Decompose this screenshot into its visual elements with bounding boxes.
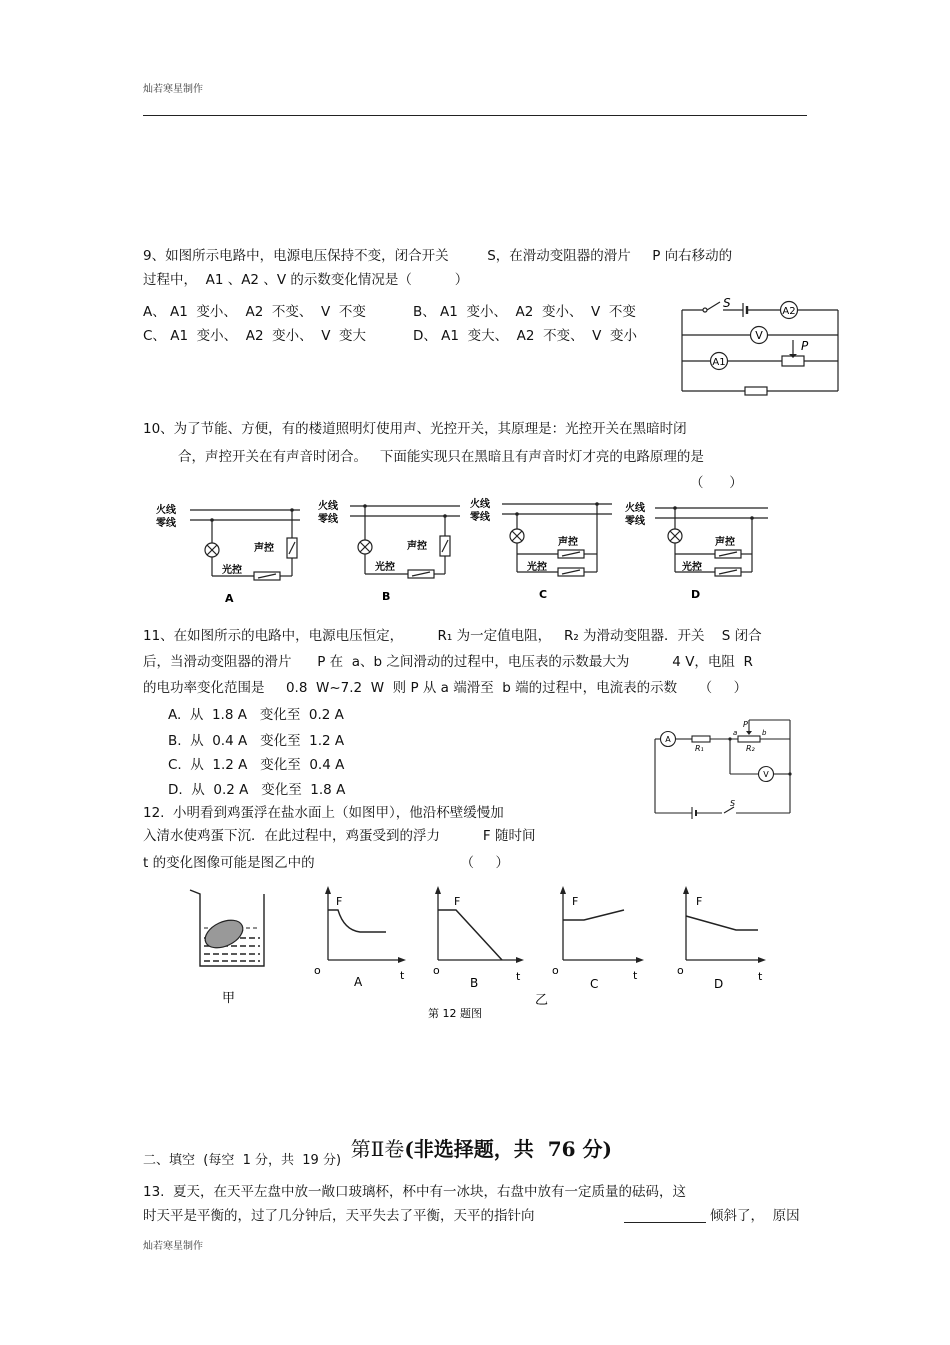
q12-line2: 入清水使鸡蛋下沉．在此过程中，鸡蛋受到的浮力 F 随时间 [143,828,536,844]
svg-text:声控: 声控 [558,537,578,548]
q10-circuit-d [625,501,768,601]
svg-text:零线: 零线 [470,512,490,523]
svg-text:零线: 零线 [318,514,338,525]
q11-option-c: C. 从 1.2 A 变化至 0.4 A [168,757,345,773]
q11-option-d: D. 从 0.2 A 变化至 1.8 A [168,782,346,798]
q12-figure [180,880,780,1030]
svg-text:火线: 火线 [318,501,338,512]
q13-blank[interactable] [624,1222,706,1223]
q9-line2: 过程中， A1 、A2 、V 的示数变化情况是（ ） [143,272,469,288]
svg-text:零线: 零线 [156,518,176,529]
q10-line1: 10、为了节能、方便，有的楼道照明灯使用声、光控开关，其原理是：光控开关在黑暗时闭 [143,421,687,437]
svg-text:F: F [696,895,703,908]
q12-beaker-figure [190,890,264,1006]
q11-fig-label-p: P [743,720,748,729]
svg-text:火线: 火线 [625,503,645,514]
q11-circuit-figure [650,717,798,819]
q11-option-a: A. 从 1.8 A 变化至 0.2 A [168,707,344,723]
svg-text:o: o [314,964,321,977]
q12-graph-label-c: C [590,977,599,991]
header-rule [143,115,807,116]
svg-text:o: o [677,964,684,977]
q11-line3: 的电功率变化范围是 0.8 W~7.2 W 则 P 从 a 端滑至 b 端的过程中，电流表的示数 （ ） [143,680,748,696]
q10-circuit-b [318,499,460,603]
page-header: 灿若寒星制作 [143,84,203,95]
q12-graph-b [433,886,524,990]
q13-line2a: 时天平是平衡的，过了几分钟后，天平失去了平衡，天平的指针向 [143,1208,535,1224]
svg-text:声控: 声控 [254,543,274,554]
svg-text:t: t [516,970,521,983]
q9-fig-label-v: V [755,329,763,342]
q9-fig-label-p: P [801,339,809,353]
q10-line2: 合，声控开关在有声音时闭合。 下面能实现只在黑暗且有声音时灯才亮的电路原理的是 [178,449,704,465]
q9-option-b: B、 A1 变小、 A2 变小、 V 不变 [413,304,636,320]
svg-text:光控: 光控 [222,565,242,576]
svg-text:光控: 光控 [527,562,547,573]
svg-text:声控: 声控 [715,537,735,548]
svg-text:光控: 光控 [375,562,395,573]
svg-text:零线: 零线 [625,516,645,527]
q11-line2: 后，当滑动变阻器的滑片 P 在 a、b 之间滑动的过程中，电压表的示数最大为 4 V，电阻 R [143,654,753,670]
q11-line1: 11、在如图所示的电路中，电源电压恒定， R₁ 为一定值电阻， R₂ 为滑动变阻器．开关 S 闭合 [143,628,762,644]
svg-text:F: F [572,895,579,908]
svg-text:声控: 声控 [407,541,427,552]
svg-text:t: t [400,969,405,982]
svg-text:o: o [552,964,559,977]
q13-line1: 13. 夏天，在天平左盘中放一敞口玻璃杯，杯中有一冰块，右盘中放有一定质量的砝码，这 [143,1184,687,1200]
q11-fig-label-r2: R₂ [746,744,755,753]
q9-line1: 9、如图所示电路中，电源电压保持不变，闭合开关 S，在滑动变阻器的滑片 P 向右移动的 [143,248,733,264]
q10-circuit-a [156,503,300,605]
part2-title [338,1109,612,1162]
svg-text:t: t [758,970,763,983]
q9-option-c: C、 A1 变小、 A2 变小、 V 变大 [143,328,367,344]
svg-text:t: t [633,969,638,982]
q9-option-d: D、 A1 变大、 A2 不变、 V 变小 [413,328,637,344]
q10-label-b: B [382,590,391,603]
q10-label-d: D [691,588,701,601]
section-heading: 二、填空 (每空 1 分，共 19 分) [143,1153,342,1168]
q12-label-jia: 甲 [222,991,236,1006]
q11-fig-label-a-end: a [733,729,738,737]
q12-graph-label-b: B [470,976,479,990]
q12-graph-c [552,886,644,991]
svg-text:F: F [454,895,461,908]
q11-fig-label-s: S [730,799,736,808]
q12-graph-d [677,886,766,991]
q12-line3: t 的变化图像可能是图乙中的 （ ） [143,855,509,871]
q10-circuit-c [470,497,612,601]
q12-caption: 第 12 题图 [428,1007,482,1020]
q13-line2b: 倾斜了， 原因 [710,1208,800,1224]
q10-label-a: A [225,592,234,605]
svg-text:火线: 火线 [470,499,490,510]
svg-text:F: F [336,895,343,908]
part2-title-pre: 第Ⅱ卷 [350,1137,405,1161]
q10-paren: （ ） [690,475,743,491]
q12-label-yi: 乙 [535,993,549,1008]
q12-graph-label-d: D [714,977,724,991]
part2-title-main: (非选择题，共 76 分) [404,1137,612,1161]
q10-label-c: C [539,588,548,601]
q9-option-a: A、 A1 变小、 A2 不变、 V 不变 [143,304,366,320]
q9-fig-label-a2: A2 [782,306,796,317]
q11-fig-label-r1: R₁ [695,744,704,753]
q11-fig-label-b-end: b [762,729,767,737]
q11-fig-label-v: V [763,770,769,779]
svg-text:o: o [433,964,440,977]
q9-circuit-figure [675,290,845,402]
q9-fig-label-a1: A1 [712,357,726,368]
q9-fig-label-s: S [723,296,731,310]
svg-text:光控: 光控 [682,562,702,573]
q11-fig-label-a: A [665,735,671,744]
q10-circuits-figure [150,496,775,608]
q12-graph-a [314,886,406,989]
q12-graph-label-a: A [354,975,363,989]
page-footer: 灿若寒星制作 [143,1241,203,1252]
svg-text:火线: 火线 [156,505,176,516]
q11-option-b: B. 从 0.4 A 变化至 1.2 A [168,733,345,749]
q12-line1: 12. 小明看到鸡蛋浮在盐水面上（如图甲），他沿杯壁缓慢加 [143,805,504,821]
